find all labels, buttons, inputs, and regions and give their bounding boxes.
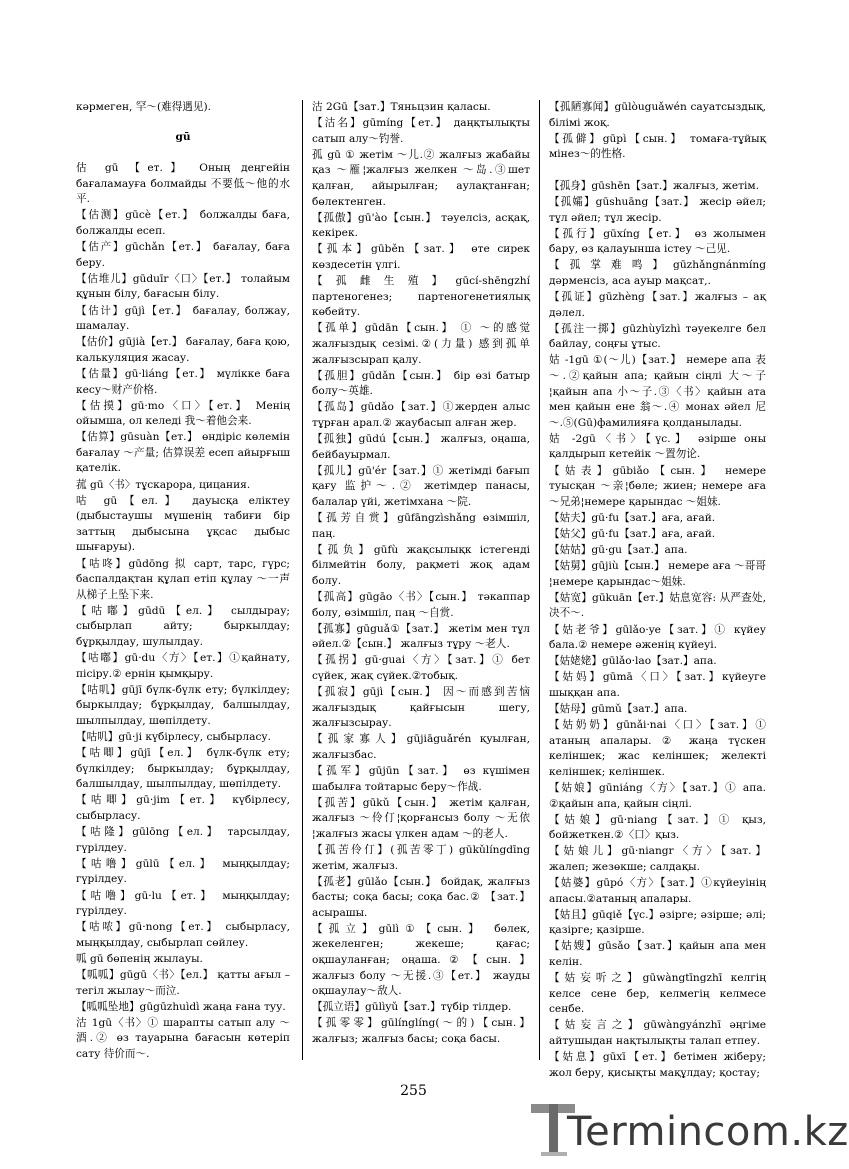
dictionary-entry: 【孤行】gūxíng【ет.】 өз жолымен бару, өз қалауынша істеу ～己见. (549, 227, 766, 256)
dictionary-entry: 【孤芳自赏】gūfāngzìshǎng өзімшіл, паң. (312, 511, 530, 540)
dictionary-entry: 姑 -2gū〈书〉【үс.】 әзірше оны қалдырып кетейік ～置勿论. (549, 432, 766, 461)
dictionary-entry: 【估算】gūsuàn【ет.】 өндіріс көлемін бағалау ～产量; 估算误差 есеп айырғыш қателік. (76, 431, 290, 475)
page-number: 255 (400, 1083, 427, 1099)
dictionary-entry: 【姑妈】gūmā〈口〉【зат.】күйеуге шыққан апа. (549, 671, 766, 699)
dictionary-entry: 【孤掌难鸣】gūzhǎngnánmíng дәрменсіз, аса ауыр мақсат,. (549, 259, 766, 287)
dictionary-entry: 【姑舅】gūjiù【сын.】 немере аға ～哥哥¦немере қарындас～姐妹. (549, 560, 766, 588)
dictionary-entry: 【孤立】gūlì①【сын.】 бөлек, жекеленген; жекеше; қағас; оқшауланған; оңаша.②【сын.】 жалғыз болу ～无援.③【ет.】 жауды оқшаулау～敌人. (312, 922, 530, 998)
dictionary-entry: 【姑表】gūbiǎo【сын.】 немере туысқан ～亲¦бөле; жиен; немере аға～兄弟¦немере қарындас ～姐妹. (549, 464, 766, 508)
dictionary-entry: 【孤苦伶仃】(孤苦零丁) gūkǔlíngdīng жетім, жалғыз. (312, 843, 530, 872)
dictionary-entry: 【孤单】gūdān【сын.】 ① ～的感觉 жалғыздық сезімі.②(力量) 感到孤单 жалғызсырап қалу. (312, 322, 530, 366)
dictionary-entry (549, 163, 766, 178)
dictionary-entry: 【孤傲】gū'ào【сын.】 тәуелсіз, асқақ, кекірек. (312, 211, 530, 240)
dictionary-entry: 【咕唧】gūjī【ел.】 бүлк-бүлк ету; бүлкілдеу; быркылдау; бұрқылдау, балшылдау, шылпылдау, шөпілдету. (76, 747, 290, 791)
dictionary-entry: 【呱呱坠地】gūgūzhuìdì жаңа ғана туу. (76, 1000, 286, 1013)
dictionary-entry: 【沽名】gūmíng【ет.】 даңқтылықты сатып алу～钓誉. (312, 117, 530, 145)
dictionary-entry: 【孤雌生殖】gūcí-shēngzhí партеногенез; партеногенетиялық көбейту. (312, 275, 530, 319)
dictionary-column-1 (76, 100, 290, 1060)
dictionary-entry: 【孤军】gūjūn【зат.】 өз күшімен шабылға тойтарыс беру～作战. (312, 764, 530, 793)
dictionary-entry: 【孤零零】gūlínglíng(～的)【сын.】 жалғыз; жалғыз басы; соқа басы. (312, 1017, 530, 1046)
site-logo (525, 1100, 849, 1162)
dictionary-entry: 【姑父】gū·fu【зат.】аға, ағай. (549, 527, 716, 540)
dictionary-entry: 沽 1gū〈书〉① шарапты сатып алу ～酒.② өз тауарына бағасын көтеріп сату 待价而～. (76, 1016, 290, 1060)
dictionary-entry: 【咕嘟】gū·du〈方〉【ет.】①қайнату, пісіру.② ернін қымқыру. (76, 652, 290, 680)
dictionary-entry: 【估产】gūchǎn【ет.】 бағалау, баға беру. (76, 241, 290, 269)
logo-text: Termincom.kz (567, 1109, 849, 1155)
dictionary-entry: 【姑宽】gūkuān【ет.】姑息宽容: 从严查处, 决不～. (549, 591, 766, 620)
dictionary-entry: 【咕唧】gū·jim【ет.】 күбірлесу, сыбырласу. (76, 794, 290, 823)
dictionary-entry: 菰 gū〈书〉тұскарора, цицания. (76, 478, 251, 491)
dictionary-entry: 【咕噜】gūlū【ел.】 мыңқылдау; гүрілдеу. (76, 857, 290, 886)
dictionary-entry: 【姑姑】gū·gu【зат.】апа. (549, 544, 688, 557)
dictionary-entry: 【姑娘】gū·niang【зат.】① қыз, бойжеткен.②〈口〉қыз. (549, 813, 766, 842)
dictionary-entry: 【咕哝】gū·nong【ет.】 сыбырласу, мыңқылдау, сыбырлап сөйлеу. (76, 921, 290, 949)
dictionary-entry: 【孤负】gūfù жақсылықк істегенді білмейтін болу, рақметі жоқ адам болу. (312, 543, 530, 587)
dictionary-entry: 【姑奶奶】gūnǎi·nai〈口〉【зат.】① атаның апалары. ② жаңа түскен келіншек; жас келіншек; желекті келіншек; келіншек. (549, 719, 766, 778)
dictionary-entry: 【姑姥姥】gūlǎo·lao【зат.】апа. (549, 655, 717, 668)
dictionary-entry: 【孤独】gūdú【сын.】 жалғыз, оңаша, бейбауырмал. (312, 432, 530, 461)
dictionary-entry: 【孤陋寡闻】gūlòuguǎwén сауатсыздық, білімі жоқ. (549, 101, 766, 129)
dictionary-column-2 (312, 100, 530, 1060)
column-divider (302, 100, 303, 1060)
dictionary-entry: 【姑婆】gūpó〈方〉【зат.】①күйеуінің апасы.②атаның апалары. (549, 877, 766, 905)
dictionary-entry: 【孤高】gūgāo〈书〉【сын.】 тәкаппар болу, өзімшіл, паң ～自赏. (312, 590, 530, 619)
dictionary-entry: 【孤胆】gūdǎn【сын.】 бір өзі батыр болу～英雄. (312, 369, 530, 398)
dictionary-entry: 【孤寡】gūguǎ①【зат.】 жетім мен тұл әйел.②【сын.】 жалғыз тұру ～老人. (312, 622, 530, 651)
dictionary-entry: 【估价】gūjià【ет.】 бағалау, баға қою, калькуляция жасау. (76, 336, 290, 364)
dictionary-entry: 【孤拐】gū·guai〈方〉【зат.】① бет сүйек, жақ сүйек.②тобық. (312, 654, 530, 682)
dictionary-entry: 孤 gū ① жетім ～儿.② жалғыз жабайы қаз ～雁¦жалғыз желкен ～岛.③шет қалған, айырылған; аулақтанған; бөлектенген. (312, 148, 530, 208)
dictionary-entry: 【咕隆】gūlōng【ел.】 тарсылдау, гүрілдеу. (76, 826, 290, 854)
dictionary-entry: 【孤立语】gūlìyǔ【зат.】түбір тілдер. (312, 1001, 512, 1014)
dictionary-entry: 【姑妄听之】gūwàngtīngzhī келгің келсе сене бер, келмегің келмесе сенбе. (549, 972, 766, 1016)
dictionary-entry: 【姑嫂】gūsǎo【зат.】қайын апа мен келін. (549, 940, 766, 968)
dictionary-entry: кәрмеген, 罕～(难得遇见). (76, 101, 211, 113)
dictionary-entry: 【姑娘儿】gū·niangr〈方〉【зат.】 жалеп; жезөкше; салдақы. (549, 845, 766, 873)
dictionary-entry: 【姑老爷】gūlǎo·ye【зат.】① күйеу бала.② немере әженің күйеуі. (549, 623, 766, 652)
dictionary-entry: 【姑夫】gū·fu【зат.】аға, ағай. (549, 511, 716, 524)
dictionary-entry: 【孤注一掷】gūzhùyīzhì тәуекелге бел байлау, соңғы ұтыс. (549, 322, 766, 351)
dictionary-entry: 【孤儿】gū'ér【зат.】① жетімді бағып қағу 监护～.② жетімдер панасы, балалар үйі, жетімхана ～院. (312, 464, 530, 508)
dictionary-entry: 【咕叽】gū·ji күбірлесу, сыбырласу. (76, 731, 271, 744)
dictionary-entry: 【孤家寡人】gūjiāguǎrén қуылған, жалғызбас. (312, 733, 530, 761)
dictionary-entry: 【孤苦】gūkǔ【сын.】 жетім қалған, жалғыз ～伶仃¦қорғансыз болу ～无依¦жалғыз жасы үлкен адам ～的老人. (312, 796, 530, 840)
dictionary-entry: 【姑且】gūqiě【үс.】әзірге; әзірше; әлі; қазірге; қазірше. (549, 908, 766, 937)
dictionary-column-3 (549, 100, 766, 1079)
dictionary-entry: 【估测】gūcè【ет.】 болжалды баға, болжалды есеп. (76, 209, 290, 238)
dictionary-entry: 【咕嘟】gūdū【ел.】 сылдырау; сыбырлап айту; быркылдау; бұрқылдау, шулылдау. (76, 604, 290, 648)
dictionary-entry: 估 gū 【ет.】 Оның деңгейін бағаламауға болмайды 不要低～他的水平. (76, 162, 290, 206)
column-divider (539, 100, 540, 1060)
dictionary-entry: 【孤本】gūběn【зат.】 өте сирек көздесетін үлгі. (312, 243, 530, 271)
dictionary-entry: 【咕噜】gū·lu【ет.】 мыңқылдау; гүрілдеу. (76, 889, 290, 918)
dictionary-entry: 【咕咚】gūdōng 拟 сарт, тарс, гүрс; баспалдақтан құлап етіп құлау ～一声从梯子上坠下来. (76, 557, 290, 601)
dictionary-entry: 呱 gū бөпенің жылауы. (76, 952, 203, 965)
dictionary-entry: 【估堆儿】gūduīr〈口〉【ет.】 толайым құнын білу, бағасын білу. (76, 272, 290, 301)
dictionary-entry: 【姑息】gūxī【ет.】бетімен жіберу; жол беру, қисықты мақұлдау; қостау; (549, 1051, 766, 1079)
dictionary-entry: 【孤寂】gūjì【сын.】 因～而感到苦恼 жалғыздық қайғысын шегу, жалғызсырау. (312, 685, 530, 730)
dictionary-entry: 【孤老】gūlǎo【сын.】 бойдақ, жалғыз басты; соқа басы; соқа бас.② 【зат.】 асырашы. (312, 875, 530, 919)
dictionary-entry: 【呱呱】gūgū〈书〉【ел.】 қатты ағыл – тегіл жылау～而泣. (76, 968, 290, 997)
section-heading: gū (175, 130, 191, 143)
dictionary-entry: 【估计】gūjì【ет.】 бағалау, болжау, шамалау. (76, 304, 290, 333)
dictionary-entry: 沽 2Gū【зат.】Тяньцзин қаласы. (312, 101, 491, 113)
dictionary-entry: 【估量】gū·liáng【ет.】 мүлікке баға кесу～财产价格. (76, 367, 290, 396)
dictionary-entry: 【孤僻】gūpì【сын.】 томаға-тұйық мінез～的性格. (549, 132, 766, 161)
dictionary-entry: 【孤岛】gūdǎo【зат.】①жерден алыс тұрған арал.② жаубасып алған жер. (312, 401, 530, 429)
dictionary-entry: 【咕叽】gūjī бүлк-бүлк ету; бүлкілдеу; быркылдау; бұрқылдау, балшылдау, шылпылдау, шөпілдету. (76, 683, 290, 727)
dictionary-entry: 【孤证】gūzhèng【зат.】жалғыз – ақ дәлел. (549, 291, 766, 319)
dictionary-entry: 姑 -1gū ①(～儿)【зат.】 немере апа 表～.②қайын апа; қайын сіңлі 大～子¦қайын апа 小～子.③〈书〉қайын ата мен қайын ене 翁～.④ монах әйел 尼～.⑤(Gū)фамилияға қолданылады. (549, 354, 766, 429)
dictionary-entry: 【估摸】gū·mo〈口〉【ет.】 Менің ойымша, ол келеді 我～着他会来. (76, 399, 290, 428)
dictionary-entry: 【孤孀】gūshuāng【зат.】 жесір әйел; тұл әйел; тұл жесір. (549, 195, 766, 224)
dictionary-entry: 咕 gū【ел.】 дауысқа еліктеу (дыбыстаушы мүшенің табиғи бір заттың дыбысына ұқсас дыбыс шығаруы). (76, 494, 290, 554)
dictionary-entry: 【姑妄言之】gūwàngyánzhī әңгіме айтушыдан нақтылықты талап етпеу. (549, 1019, 766, 1047)
dictionary-entry: 【姑娘】gūniáng〈方〉【зат.】① апа. ②қайын апа, қайын сіңлі. (549, 781, 766, 810)
dictionary-entry: 【姑母】gūmǔ【зат.】апа. (549, 702, 688, 715)
dictionary-entry: 【孤身】gūshēn【зат.】жалғыз, жетім. (549, 179, 759, 192)
